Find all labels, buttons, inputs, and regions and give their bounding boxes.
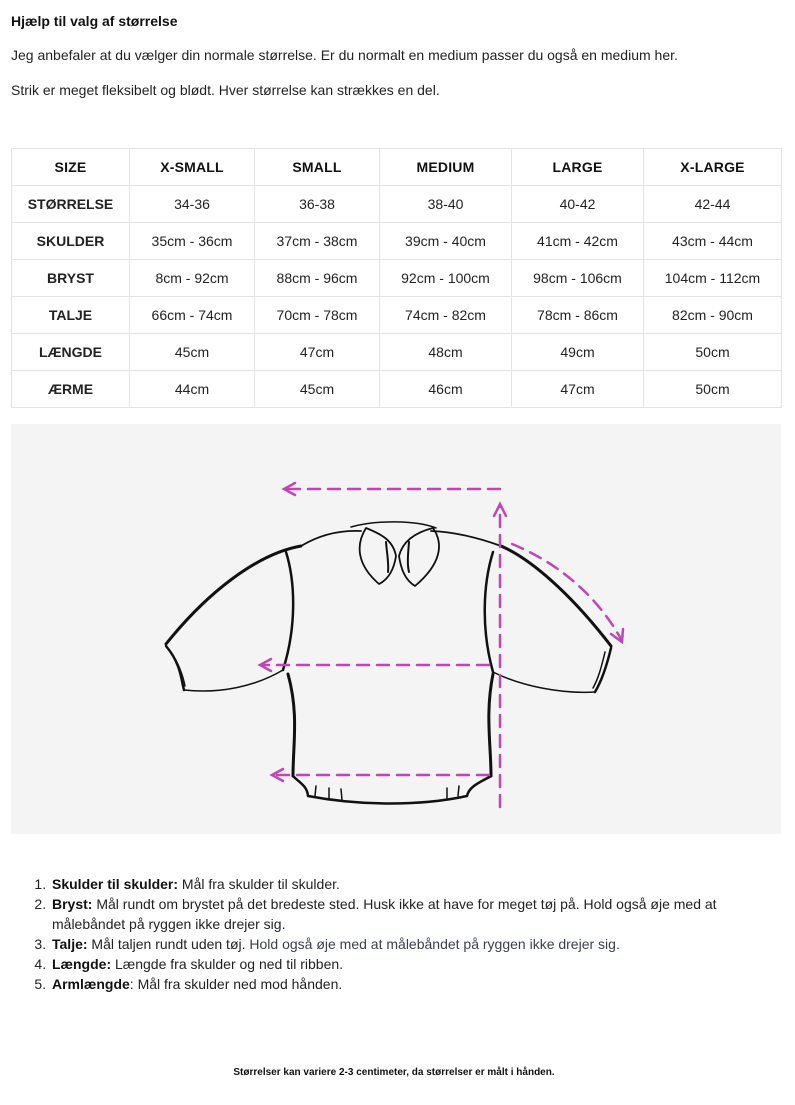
instruction-term: Skulder til skulder: — [52, 876, 179, 892]
instruction-text: : Mål fra skulder ned mod hånden. — [129, 976, 343, 992]
table-cell: 37cm - 38cm — [255, 223, 380, 260]
table-cell: 36-38 — [255, 186, 380, 223]
row-label: BRYST — [12, 260, 130, 297]
table-cell: 34-36 — [130, 186, 255, 223]
table-cell: 50cm — [644, 371, 782, 408]
list-item — [50, 974, 780, 994]
arm-measure-line — [512, 544, 621, 639]
instruction-term: Længde: — [52, 956, 112, 972]
measurement-instructions — [32, 874, 780, 994]
list-item — [50, 954, 780, 974]
table-cell: 39cm - 40cm — [380, 223, 512, 260]
table-cell: 45cm — [130, 334, 255, 371]
table-row — [12, 260, 782, 297]
table-cell: 82cm - 90cm — [644, 297, 782, 334]
stretch-paragraph: Strik er meget fleksibelt og blødt. Hver størrelse kan strækkes en del. — [11, 82, 440, 98]
table-cell: 47cm — [512, 371, 644, 408]
instruction-extra: Hold også øje med at målebåndet på ryggen ikke drejer sig. — [249, 936, 620, 952]
table-cell: 70cm - 78cm — [255, 297, 380, 334]
instruction-term: Bryst: — [52, 896, 93, 912]
row-label: STØRRELSE — [12, 186, 130, 223]
column-header-medium: MEDIUM — [380, 149, 512, 186]
list-item — [50, 874, 780, 894]
table-header-row — [12, 149, 782, 186]
instruction-text: Længde fra skulder og ned til ribben. — [111, 956, 344, 972]
table-cell: 50cm — [644, 334, 782, 371]
table-cell: 45cm — [255, 371, 380, 408]
table-cell: 46cm — [380, 371, 512, 408]
intro-paragraph: Jeg anbefaler at du vælger din normale størrelse. Er du normalt en medium passer du også en medium her. — [11, 47, 678, 63]
table-cell: 98cm - 106cm — [512, 260, 644, 297]
table-row — [12, 186, 782, 223]
row-label: TALJE — [12, 297, 130, 334]
table-cell: 104cm - 112cm — [644, 260, 782, 297]
table-cell: 49cm — [512, 334, 644, 371]
table-cell: 41cm - 42cm — [512, 223, 644, 260]
table-cell: 40-42 — [512, 186, 644, 223]
table-cell: 43cm - 44cm — [644, 223, 782, 260]
table-row — [12, 297, 782, 334]
sweater-outline — [166, 522, 611, 804]
table-cell: 38-40 — [380, 186, 512, 223]
table-row — [12, 223, 782, 260]
table-cell: 66cm - 74cm — [130, 297, 255, 334]
instruction-text: Mål rundt om brystet på det bredeste sted. Husk ikke at have for meget tøj på. Hold også øje med at målebåndet på ryggen ikke drejer sig. — [52, 896, 717, 932]
instruction-term: Armlængde — [52, 976, 130, 992]
list-item — [50, 894, 780, 934]
table-cell: 44cm — [130, 371, 255, 408]
instruction-text: Mål fra skulder til skulder. — [178, 876, 340, 892]
instruction-term: Talje: — [52, 936, 88, 952]
table-cell: 35cm - 36cm — [130, 223, 255, 260]
footer-note: Størrelser kan variere 2-3 centimeter, da størrelser er målt i hånden. — [233, 1067, 555, 1078]
size-table — [11, 148, 782, 408]
instruction-text: Mål taljen rundt uden tøj. — [87, 936, 250, 952]
table-cell: 88cm - 96cm — [255, 260, 380, 297]
table-cell: 8cm - 92cm — [130, 260, 255, 297]
column-header-size: SIZE — [12, 149, 130, 186]
row-label: ÆRME — [12, 371, 130, 408]
table-cell: 74cm - 82cm — [380, 297, 512, 334]
page-title: Hjælp til valg af størrelse — [11, 13, 178, 29]
table-cell: 48cm — [380, 334, 512, 371]
column-header-large: LARGE — [512, 149, 644, 186]
measurement-diagram — [11, 424, 781, 834]
table-cell: 92cm - 100cm — [380, 260, 512, 297]
table-row — [12, 334, 782, 371]
table-cell: 47cm — [255, 334, 380, 371]
table-cell: 42-44 — [644, 186, 782, 223]
row-label: SKULDER — [12, 223, 130, 260]
list-item — [50, 934, 780, 954]
row-label: LÆNGDE — [12, 334, 130, 371]
table-cell: 78cm - 86cm — [512, 297, 644, 334]
sweater-illustration — [11, 424, 781, 834]
column-header-x-large: X-LARGE — [644, 149, 782, 186]
table-row — [12, 371, 782, 408]
column-header-small: SMALL — [255, 149, 380, 186]
column-header-x-small: X-SMALL — [130, 149, 255, 186]
